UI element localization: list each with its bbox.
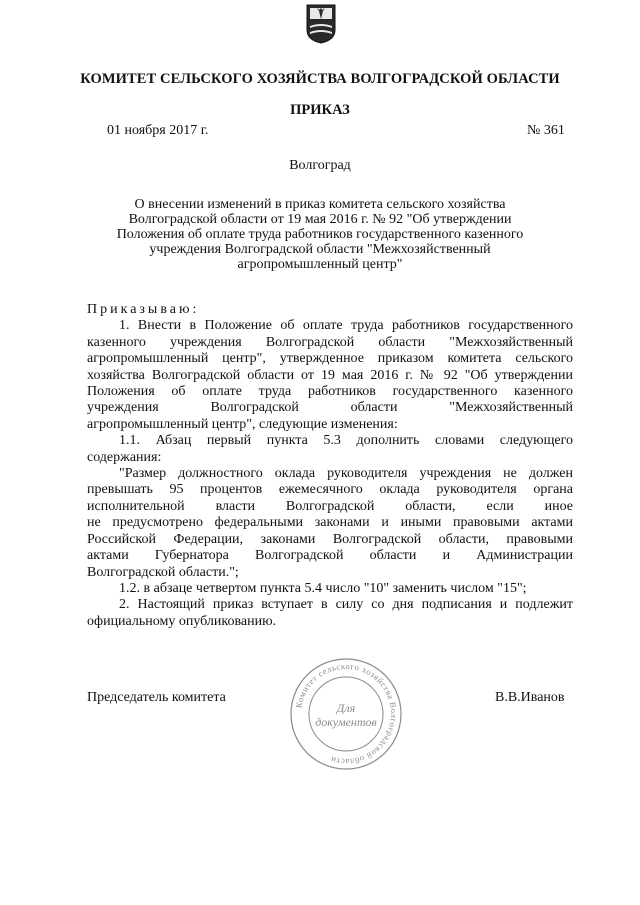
body-line: 1.2. в абзаце четвертом пункта 5.4 число "10" заменить числом "15";: [119, 580, 527, 596]
body-line: содержания:: [87, 449, 162, 465]
subject-line: Волгоградской области от 19 мая 2016 г. № 92 "Об утверждении: [128, 212, 512, 227]
signatory-name: В.В.Иванов: [495, 690, 565, 705]
document-subject: [110, 197, 530, 272]
subject-line: агропромышленный центр": [237, 257, 403, 272]
document-number: № 361: [527, 123, 565, 138]
organization-name: КОМИТЕТ СЕЛЬСКОГО ХОЗЯЙСТВА ВОЛГОГРАДСКОЙ ОБЛАСТИ: [80, 71, 560, 87]
official-stamp: [286, 654, 406, 774]
stamp-text: Для: [336, 701, 356, 715]
stamp-text: документов: [315, 715, 377, 729]
volgograd-coat-of-arms-icon: [306, 4, 336, 44]
quote-line: Российской Федерации, законами Волгоградской области, правовыми: [87, 531, 573, 547]
document-type: ПРИКАЗ: [290, 102, 350, 118]
quote-line: "Размер должностного оклада руководителя учреждения не должен: [119, 466, 573, 482]
body-line: Положения об оплате труда работников государственного казенного: [87, 384, 573, 400]
stamp-ring-text: Комитет сельского хозяйства Волгоградской области: [293, 660, 400, 768]
document-city: Волгоград: [289, 158, 351, 173]
body-line: 2. Настоящий приказ вступает в силу со дня подписания и подлежит: [119, 597, 573, 613]
body-line: казенного учреждения Волгоградской области "Межхозяйственный: [87, 334, 573, 350]
body-line: хозяйства Волгоградской области от 19 мая 2016 г. № 92 "Об утверждении: [87, 367, 573, 383]
body-line: агропромышленный центр", следующие изменения:: [87, 416, 398, 432]
document-body: [87, 302, 573, 630]
signatory-position: Председатель комитета: [87, 690, 226, 705]
order-word: Приказываю:: [87, 302, 200, 317]
subject-line: О внесении изменений в приказ комитета сельского хозяйства: [134, 197, 506, 212]
body-line: агропромышленный центр", утвержденное приказом комитета сельского: [87, 351, 573, 367]
quote-line: Волгоградской области.";: [87, 564, 239, 580]
body-line: официальному опубликованию.: [87, 613, 277, 629]
body-line: учреждения Волгоградской области "Межхозяйственный: [87, 400, 573, 416]
quote-line: превышать 95 процентов ежемесячного оклада руководителя органа: [87, 482, 573, 498]
subject-line: учреждения Волгоградской области "Межхозяйственный: [149, 242, 491, 257]
quote-line: актами Губернатора Волгоградской области и Администрации: [87, 548, 573, 564]
quote-line: исполнительной власти Волгоградской области, если иное: [87, 498, 573, 514]
body-line: 1. Внести в Положение об оплате труда работников государственного: [119, 318, 573, 334]
quote-line: не предусмотрено федеральными законами и иными правовыми актами: [87, 515, 573, 531]
document-date: 01 ноября 2017 г.: [107, 123, 209, 138]
body-line: 1.1. Абзац первый пункта 5.3 дополнить словами следующего: [119, 433, 573, 449]
subject-line: Положения об оплате труда работников государственного казенного: [116, 227, 524, 242]
